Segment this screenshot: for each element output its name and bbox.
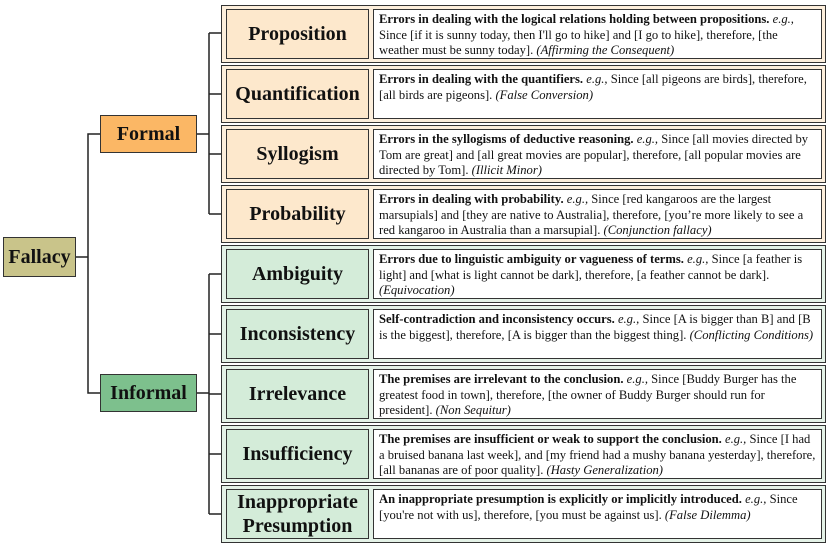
category-proposition: Proposition bbox=[226, 9, 369, 59]
desc-lead: Errors in dealing with the logical relations holding between propositions. bbox=[379, 12, 770, 26]
category-quantification: Quantification bbox=[226, 69, 369, 119]
description-ambiguity bbox=[373, 249, 822, 299]
desc-example: Since [all movies directed by Tom are great] and [all great movies are popular], therefore, [all popular movies are directed by Tom]. bbox=[379, 132, 809, 178]
desc-eg: e.g., bbox=[586, 72, 608, 86]
description-syllogism bbox=[373, 129, 822, 179]
informal-connector bbox=[197, 274, 221, 514]
branch-informal: Informal bbox=[100, 374, 197, 412]
desc-example: Since [a feather is light] and [what is light cannot be dark], therefore, [a feather cannot be dark]. bbox=[379, 252, 803, 282]
desc-eg: e.g., bbox=[725, 432, 747, 446]
description-proposition bbox=[373, 9, 822, 59]
root-connector bbox=[76, 134, 100, 393]
desc-example: Since [I had a bruised banana last week], and [my friend had a mushy banana yesterday], therefore, [all bananas are of poor quality]. bbox=[379, 432, 816, 478]
desc-example: Since [all pigeons are birds], therefore, [all birds are pigeons]. bbox=[379, 72, 807, 102]
category-ambiguity: Ambiguity bbox=[226, 249, 369, 299]
branch-formal: Formal bbox=[100, 115, 197, 153]
desc-lead: Errors due to linguistic ambiguity or vagueness of terms. bbox=[379, 252, 684, 266]
desc-lead: Self-contradiction and inconsistency occurs. bbox=[379, 312, 615, 326]
desc-fallacy-name: (Hasty Generalization) bbox=[546, 463, 663, 478]
desc-eg: e.g., bbox=[772, 12, 794, 26]
desc-eg: e.g., bbox=[566, 192, 589, 206]
formal-connector bbox=[197, 33, 221, 214]
desc-eg: e.g., bbox=[687, 252, 709, 266]
desc-example: Since [Buddy Burger has the greatest food in town], therefore, [the owner of Buddy Burger should run for president]. bbox=[379, 372, 797, 418]
desc-eg: e.g., bbox=[617, 312, 640, 326]
category-insufficiency: Insufficiency bbox=[226, 429, 369, 479]
desc-lead: Errors in dealing with probability. bbox=[379, 192, 564, 206]
desc-fallacy-name: (Illicit Minor) bbox=[471, 163, 542, 178]
desc-fallacy-name: (Non Sequitur) bbox=[435, 403, 511, 418]
description-insufficiency bbox=[373, 429, 822, 479]
desc-fallacy-name: (Conjunction fallacy) bbox=[603, 223, 712, 238]
desc-lead: The premises are insufficient or weak to support the conclusion. bbox=[379, 432, 722, 446]
description-quantification bbox=[373, 69, 822, 119]
desc-fallacy-name: (Affirming the Consequent) bbox=[536, 43, 675, 58]
desc-lead: An inappropriate presumption is explicitly or implicitly introduced. bbox=[379, 492, 742, 506]
desc-lead: Errors in the syllogisms of deductive reasoning. bbox=[379, 132, 634, 146]
desc-example: Since [if it is sunny today, then I'll go to hike] and [I go to hike], therefore, [the weather must be sunny today]. bbox=[379, 27, 778, 58]
desc-eg: e.g., bbox=[626, 372, 649, 386]
category-irrelevance: Irrelevance bbox=[226, 369, 369, 419]
desc-fallacy-name: (Equivocation) bbox=[379, 283, 455, 298]
description-inappropriate-presumption bbox=[373, 489, 822, 539]
desc-lead: Errors in dealing with the quantifiers. bbox=[379, 72, 584, 86]
desc-fallacy-name: (False Dilemma) bbox=[664, 507, 751, 522]
desc-lead: The premises are irrelevant to the conclusion. bbox=[379, 372, 624, 386]
desc-eg: e.g., bbox=[636, 132, 659, 146]
root-fallacy: Fallacy bbox=[3, 237, 76, 277]
desc-example: Since [A is bigger than B] and [B is the biggest], therefore, [A is bigger than the biggest thing]. bbox=[379, 312, 811, 342]
description-probability bbox=[373, 189, 822, 239]
category-inappropriate-presumption: Inappropriate Presumption bbox=[226, 489, 369, 539]
category-syllogism: Syllogism bbox=[226, 129, 369, 179]
desc-eg: e.g., bbox=[745, 492, 767, 506]
desc-example: Since [you're not with us], therefore, [you must be against us]. bbox=[379, 492, 798, 522]
desc-example: Since [red kangaroos are the largest marsupials] and [they are native to Australia], therefore, [you’re more likely to see a red kangaroo in Australia than a marsupial]. bbox=[379, 192, 804, 238]
desc-fallacy-name: (False Conversion) bbox=[495, 87, 594, 102]
description-inconsistency bbox=[373, 309, 822, 359]
category-probability: Probability bbox=[226, 189, 369, 239]
category-inconsistency: Inconsistency bbox=[226, 309, 369, 359]
description-irrelevance bbox=[373, 369, 822, 419]
desc-fallacy-name: (Conflicting Conditions) bbox=[689, 327, 814, 342]
